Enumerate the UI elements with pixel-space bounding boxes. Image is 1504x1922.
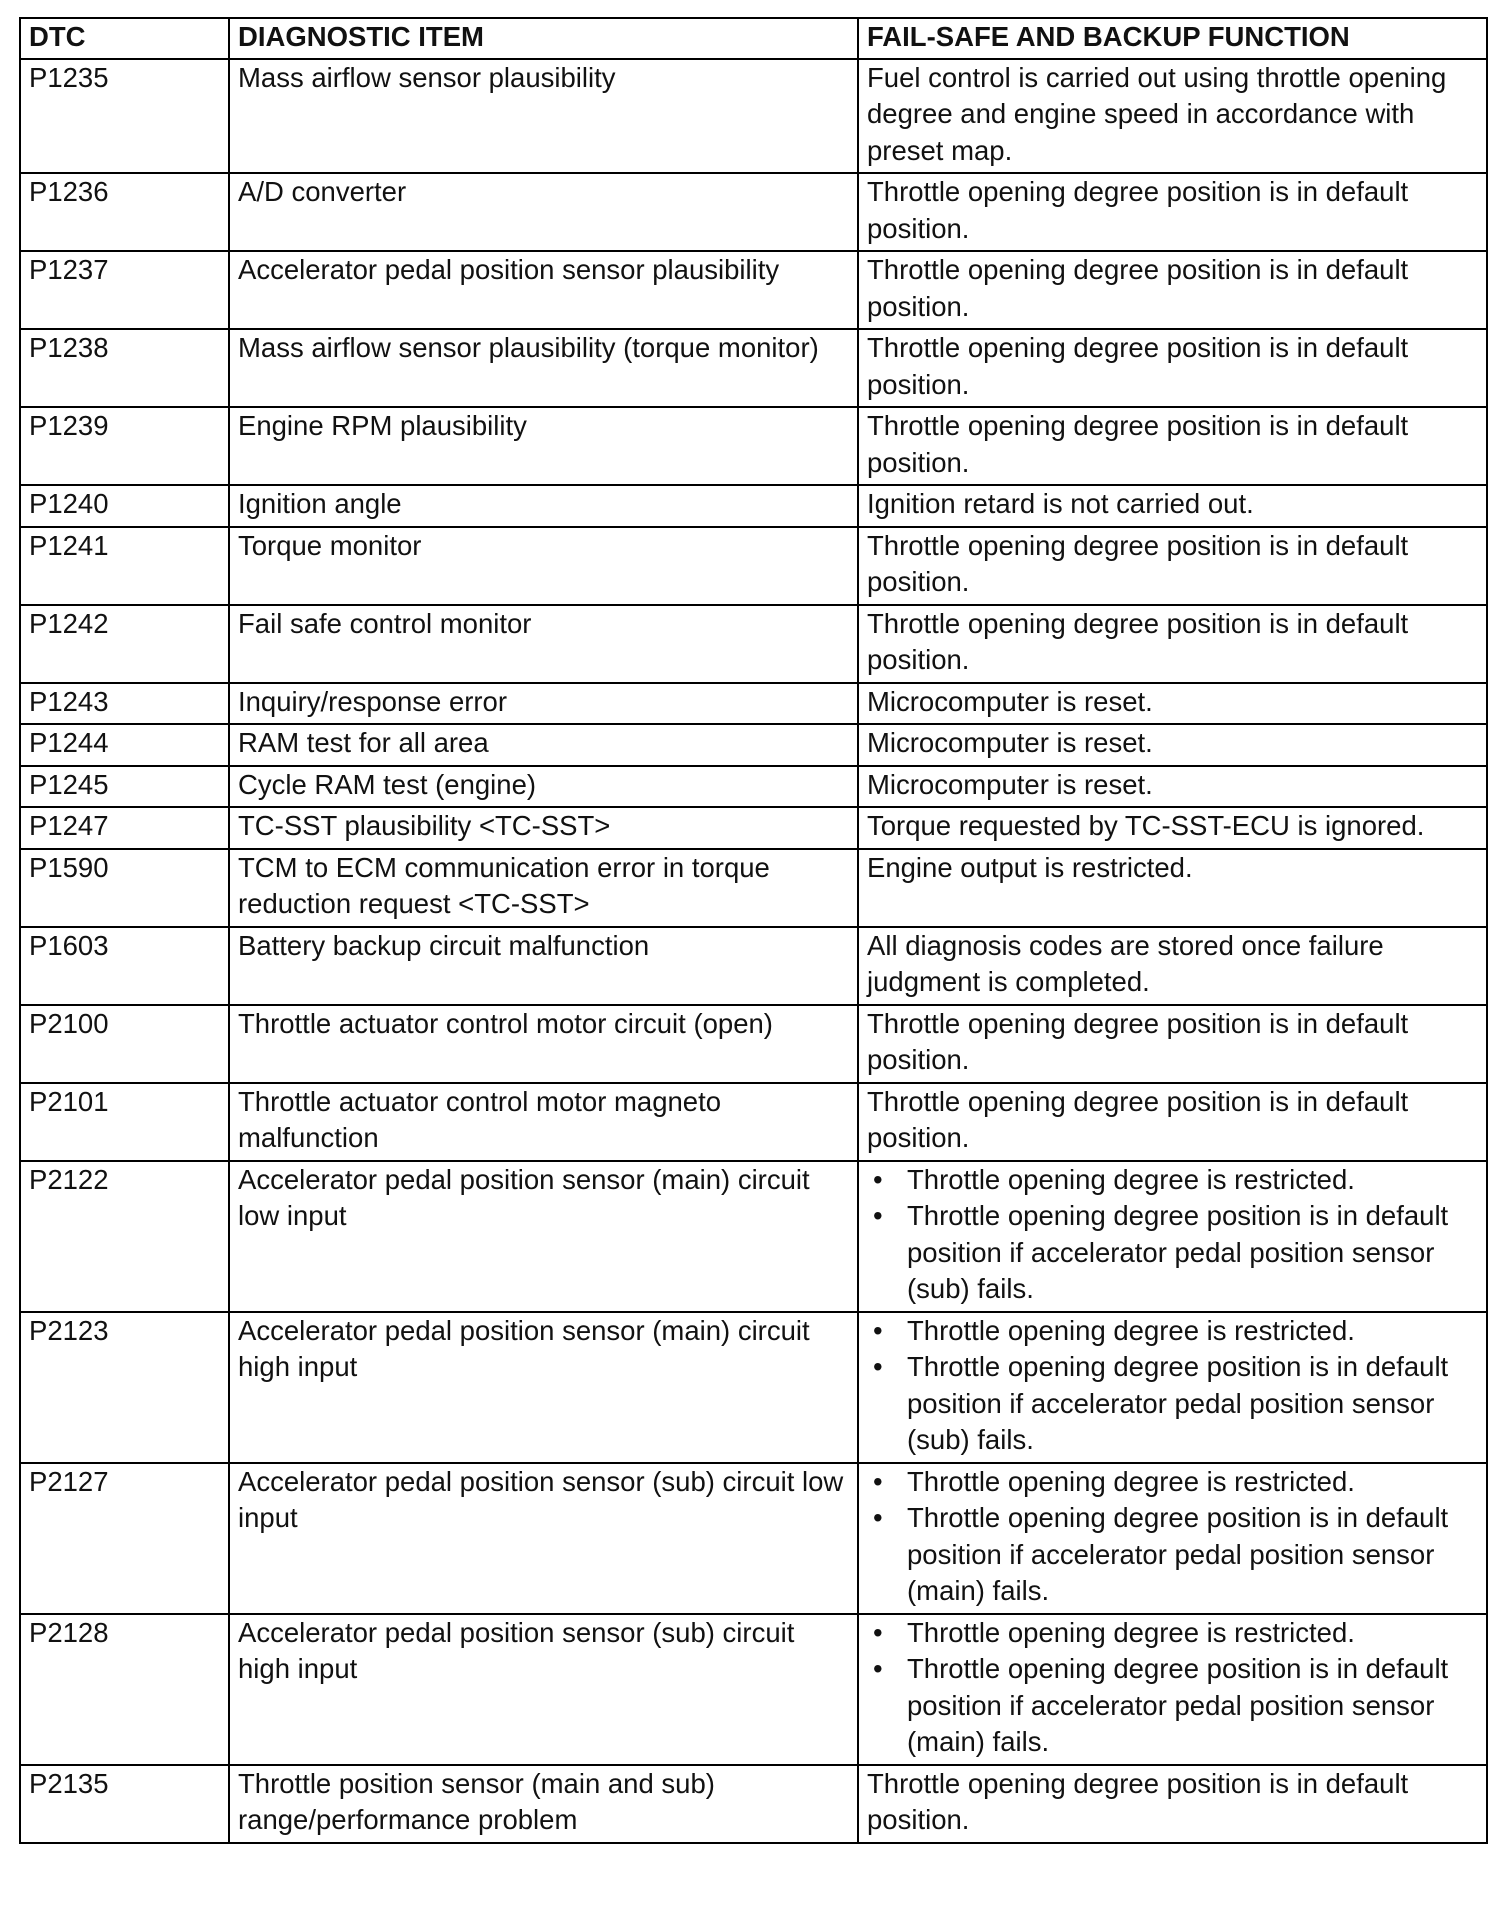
table-row <box>20 1005 1487 1083</box>
dtc-code-cell: P1243 <box>20 683 229 725</box>
diagnostic-item-cell: Battery backup circuit malfunction <box>229 927 858 1005</box>
fail-safe-function-cell: Throttle opening degree position is in default position. <box>858 407 1487 485</box>
dtc-table <box>19 17 1488 1844</box>
fail-safe-function-cell: Torque requested by TC-SST-ECU is ignored. <box>858 807 1487 849</box>
table-row <box>20 766 1487 808</box>
table-row <box>20 927 1487 1005</box>
diagnostic-item-cell: TCM to ECM communication error in torque reduction request <TC-SST> <box>229 849 858 927</box>
fail-safe-function-cell <box>858 1614 1487 1765</box>
dtc-code-cell: P2122 <box>20 1161 229 1312</box>
diagnostic-item-cell: Accelerator pedal position sensor (main) circuit low input <box>229 1161 858 1312</box>
table-row <box>20 1765 1487 1843</box>
fail-safe-function-cell: Engine output is restricted. <box>858 849 1487 927</box>
fail-safe-bullet-list <box>867 1615 1482 1761</box>
diagnostic-item-cell: Accelerator pedal position sensor (main) circuit high input <box>229 1312 858 1463</box>
dtc-code-cell: P1240 <box>20 485 229 527</box>
table-row <box>20 173 1487 251</box>
diagnostic-item-cell: Accelerator pedal position sensor (sub) circuit high input <box>229 1614 858 1765</box>
table-body <box>20 59 1487 1843</box>
fail-safe-function-cell: Throttle opening degree position is in default position. <box>858 1083 1487 1161</box>
dtc-code-cell: P1244 <box>20 724 229 766</box>
header-row <box>20 18 1487 59</box>
diagnostic-item-cell: Ignition angle <box>229 485 858 527</box>
diagnostic-item-cell: Fail safe control monitor <box>229 605 858 683</box>
table-row <box>20 251 1487 329</box>
dtc-code-cell: P2127 <box>20 1463 229 1614</box>
diagnostic-item-cell: Mass airflow sensor plausibility <box>229 59 858 174</box>
header-dtc: DTC <box>20 18 229 59</box>
table-row <box>20 605 1487 683</box>
table-row <box>20 485 1487 527</box>
dtc-code-cell: P1237 <box>20 251 229 329</box>
dtc-code-cell: P1236 <box>20 173 229 251</box>
diagnostic-item-cell: Inquiry/response error <box>229 683 858 725</box>
table-row <box>20 849 1487 927</box>
fail-safe-function-cell: Throttle opening degree position is in default position. <box>858 251 1487 329</box>
diagnostic-item-cell: Throttle actuator control motor circuit (open) <box>229 1005 858 1083</box>
table-row <box>20 1614 1487 1765</box>
fail-safe-bullet: • Throttle opening degree position is in default position if accelerator pedal position sensor (sub) fails. <box>867 1349 1482 1459</box>
fail-safe-function-cell: Fuel control is carried out using throttle opening degree and engine speed in accordance with preset map. <box>858 59 1487 174</box>
table-row <box>20 407 1487 485</box>
fail-safe-function-cell: Throttle opening degree position is in default position. <box>858 173 1487 251</box>
fail-safe-bullet: • Throttle opening degree position is in default position if accelerator pedal position sensor (main) fails. <box>867 1651 1482 1761</box>
table-row <box>20 683 1487 725</box>
header-fail-safe-function: FAIL-SAFE AND BACKUP FUNCTION <box>858 18 1487 59</box>
fail-safe-bullet-list <box>867 1313 1482 1459</box>
dtc-code-cell: P1603 <box>20 927 229 1005</box>
fail-safe-bullet: • Throttle opening degree is restricted. <box>867 1464 1482 1501</box>
fail-safe-bullet-list <box>867 1464 1482 1610</box>
dtc-code-cell: P2135 <box>20 1765 229 1843</box>
dtc-code-cell: P1238 <box>20 329 229 407</box>
dtc-code-cell: P2128 <box>20 1614 229 1765</box>
fail-safe-function-cell: Microcomputer is reset. <box>858 683 1487 725</box>
table-row <box>20 329 1487 407</box>
diagnostic-item-cell: Engine RPM plausibility <box>229 407 858 485</box>
diagnostic-item-cell: RAM test for all area <box>229 724 858 766</box>
dtc-code-cell: P2100 <box>20 1005 229 1083</box>
fail-safe-function-cell: All diagnosis codes are stored once failure judgment is completed. <box>858 927 1487 1005</box>
diagnostic-item-cell: Throttle position sensor (main and sub) range/performance problem <box>229 1765 858 1843</box>
fail-safe-bullet: • Throttle opening degree is restricted. <box>867 1162 1482 1199</box>
header-diagnostic-item: DIAGNOSTIC ITEM <box>229 18 858 59</box>
fail-safe-function-cell: Microcomputer is reset. <box>858 724 1487 766</box>
diagnostic-item-cell: Throttle actuator control motor magneto malfunction <box>229 1083 858 1161</box>
dtc-code-cell: P1245 <box>20 766 229 808</box>
dtc-code-cell: P1247 <box>20 807 229 849</box>
fail-safe-function-cell: Throttle opening degree position is in default position. <box>858 605 1487 683</box>
fail-safe-function-cell: Throttle opening degree position is in default position. <box>858 1005 1487 1083</box>
fail-safe-function-cell: Throttle opening degree position is in default position. <box>858 527 1487 605</box>
fail-safe-bullet: • Throttle opening degree is restricted. <box>867 1615 1482 1652</box>
fail-safe-bullet-list <box>867 1162 1482 1308</box>
table-row <box>20 1161 1487 1312</box>
diagnostic-item-cell: TC-SST plausibility <TC-SST> <box>229 807 858 849</box>
diagnostic-item-cell: Torque monitor <box>229 527 858 605</box>
fail-safe-function-cell: Microcomputer is reset. <box>858 766 1487 808</box>
fail-safe-function-cell <box>858 1312 1487 1463</box>
table-row <box>20 1083 1487 1161</box>
table-row <box>20 527 1487 605</box>
table-row <box>20 1463 1487 1614</box>
table-row <box>20 807 1487 849</box>
fail-safe-function-cell: Throttle opening degree position is in default position. <box>858 1765 1487 1843</box>
diagnostic-item-cell: A/D converter <box>229 173 858 251</box>
dtc-code-cell: P1242 <box>20 605 229 683</box>
dtc-code-cell: P1239 <box>20 407 229 485</box>
diagnostic-item-cell: Accelerator pedal position sensor (sub) circuit low input <box>229 1463 858 1614</box>
fail-safe-bullet: • Throttle opening degree position is in default position if accelerator pedal position sensor (sub) fails. <box>867 1198 1482 1308</box>
diagnostic-item-cell: Cycle RAM test (engine) <box>229 766 858 808</box>
dtc-code-cell: P1590 <box>20 849 229 927</box>
table-row <box>20 1312 1487 1463</box>
fail-safe-bullet: • Throttle opening degree position is in default position if accelerator pedal position sensor (main) fails. <box>867 1500 1482 1610</box>
table-row <box>20 724 1487 766</box>
fail-safe-function-cell: Throttle opening degree position is in default position. <box>858 329 1487 407</box>
dtc-code-cell: P1241 <box>20 527 229 605</box>
fail-safe-function-cell <box>858 1161 1487 1312</box>
dtc-code-cell: P2123 <box>20 1312 229 1463</box>
fail-safe-function-cell <box>858 1463 1487 1614</box>
diagnostic-item-cell: Accelerator pedal position sensor plausibility <box>229 251 858 329</box>
diagnostic-item-cell: Mass airflow sensor plausibility (torque monitor) <box>229 329 858 407</box>
dtc-code-cell: P2101 <box>20 1083 229 1161</box>
dtc-code-cell: P1235 <box>20 59 229 174</box>
table-row <box>20 59 1487 174</box>
fail-safe-bullet: • Throttle opening degree is restricted. <box>867 1313 1482 1350</box>
fail-safe-function-cell: Ignition retard is not carried out. <box>858 485 1487 527</box>
